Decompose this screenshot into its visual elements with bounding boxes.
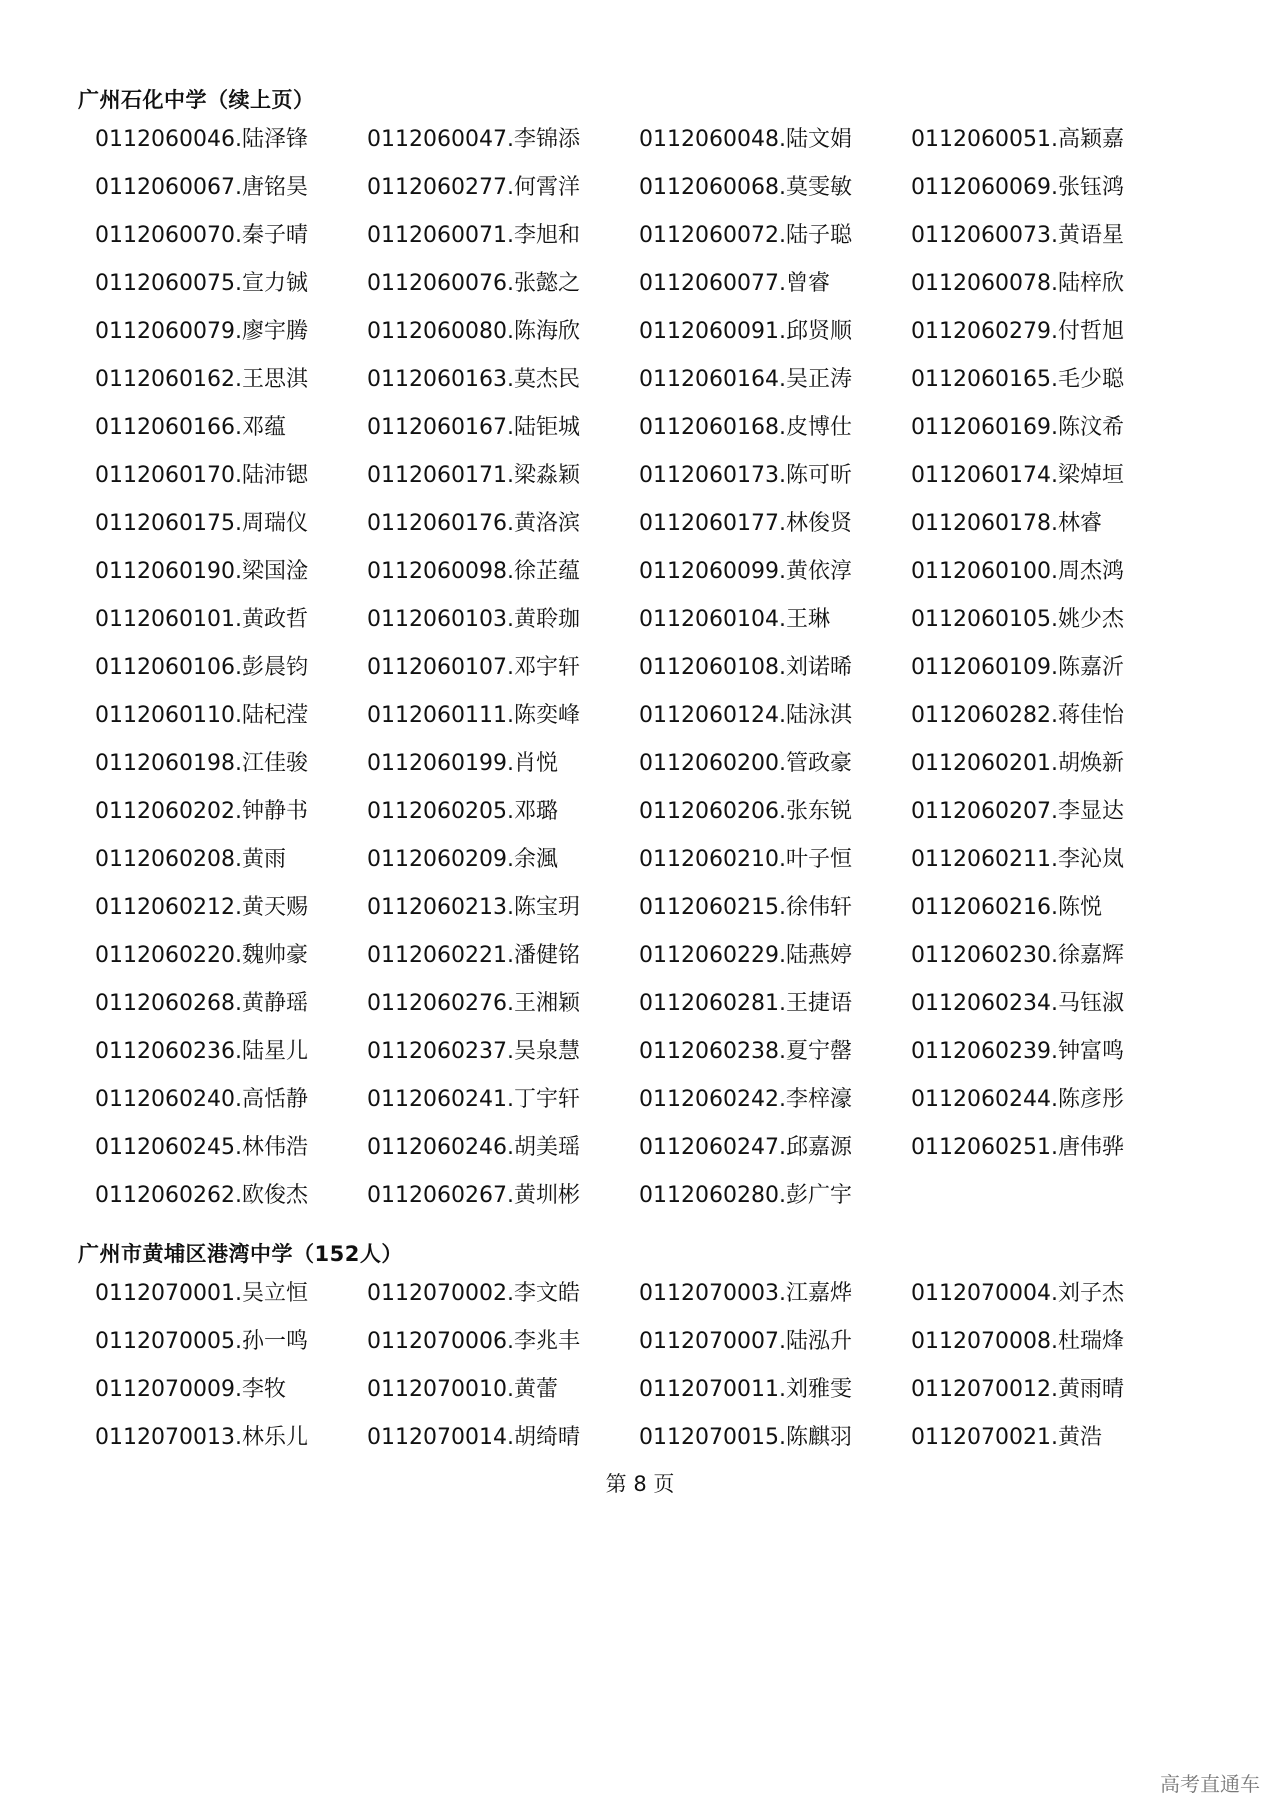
student-entry: 0112060162.王思淇 bbox=[95, 367, 308, 392]
student-entry: 0112060107.邓宇轩 bbox=[367, 655, 580, 680]
student-entry: 0112060178.林睿 bbox=[911, 511, 1102, 536]
student-entry: 0112060236.陆星儿 bbox=[95, 1039, 308, 1064]
student-entry: 0112060280.彭广宇 bbox=[639, 1183, 852, 1208]
student-entry: 0112060205.邓璐 bbox=[367, 799, 558, 824]
student-entry: 0112070006.李兆丰 bbox=[367, 1329, 580, 1354]
student-entry: 0112060176.黄洛滨 bbox=[367, 511, 580, 536]
student-entry: 0112060077.曾睿 bbox=[639, 271, 830, 296]
student-entry: 0112060072.陆子聪 bbox=[639, 223, 852, 248]
student-entry: 0112060276.王湘颖 bbox=[367, 991, 580, 1016]
student-entry: 0112060163.莫杰民 bbox=[367, 367, 580, 392]
student-entry: 0112060105.姚少杰 bbox=[911, 607, 1124, 632]
student-entry: 0112060170.陆沛锶 bbox=[95, 463, 308, 488]
student-entry: 0112060246.胡美瑶 bbox=[367, 1135, 580, 1160]
student-entry: 0112060111.陈奕峰 bbox=[367, 703, 580, 728]
student-entry: 0112060201.胡焕新 bbox=[911, 751, 1124, 776]
student-entry: 0112060229.陆燕婷 bbox=[639, 943, 852, 968]
section-title-shihua: 广州石化中学（续上页） bbox=[78, 88, 315, 112]
student-entry: 0112060100.周杰鸿 bbox=[911, 559, 1124, 584]
watermark-text: 高考直通车 bbox=[1160, 1772, 1260, 1796]
student-entry: 0112060208.黄雨 bbox=[95, 847, 286, 872]
student-entry: 0112070011.刘雅雯 bbox=[639, 1377, 852, 1402]
student-entry: 0112060079.廖宇腾 bbox=[95, 319, 308, 344]
student-entry: 0112060282.蒋佳怡 bbox=[911, 703, 1124, 728]
student-entry: 0112060165.毛少聪 bbox=[911, 367, 1124, 392]
student-entry: 0112060262.欧俊杰 bbox=[95, 1183, 308, 1208]
student-entry: 0112060211.李沁岚 bbox=[911, 847, 1124, 872]
student-entry: 0112060237.吴泉慧 bbox=[367, 1039, 580, 1064]
student-entry: 0112060215.徐伟轩 bbox=[639, 895, 852, 920]
student-entry: 0112070003.江嘉烨 bbox=[639, 1281, 852, 1306]
student-entry: 0112060075.宣力铖 bbox=[95, 271, 308, 296]
student-entry: 0112070015.陈麒羽 bbox=[639, 1425, 852, 1450]
student-entry: 0112070008.杜瑞烽 bbox=[911, 1329, 1124, 1354]
student-entry: 0112060234.马钰淑 bbox=[911, 991, 1124, 1016]
student-entry: 0112060048.陆文娟 bbox=[639, 127, 852, 152]
student-entry: 0112060206.张东锐 bbox=[639, 799, 852, 824]
student-entry: 0112060078.陆梓欣 bbox=[911, 271, 1124, 296]
student-entry: 0112060109.陈嘉沂 bbox=[911, 655, 1124, 680]
student-entry: 0112060202.钟静书 bbox=[95, 799, 308, 824]
student-entry: 0112060177.林俊贤 bbox=[639, 511, 852, 536]
student-entry: 0112060174.梁焯垣 bbox=[911, 463, 1124, 488]
student-entry: 0112070009.李牧 bbox=[95, 1377, 286, 1402]
student-entry: 0112060067.唐铭昊 bbox=[95, 175, 308, 200]
student-entry: 0112070005.孙一鸣 bbox=[95, 1329, 308, 1354]
student-entry: 0112060106.彭晨钧 bbox=[95, 655, 308, 680]
student-entry: 0112060108.刘诺晞 bbox=[639, 655, 852, 680]
student-entry: 0112060098.徐芷蕴 bbox=[367, 559, 580, 584]
student-entry: 0112060213.陈宝玥 bbox=[367, 895, 580, 920]
section-title-gangwan: 广州市黄埔区港湾中学（152人） bbox=[78, 1242, 403, 1266]
student-entry: 0112060068.莫雯敏 bbox=[639, 175, 852, 200]
student-entry: 0112060110.陆杞滢 bbox=[95, 703, 308, 728]
student-entry: 0112060069.张钰鸿 bbox=[911, 175, 1124, 200]
student-entry: 0112060267.黄圳彬 bbox=[367, 1183, 580, 1208]
student-entry: 0112070010.黄蕾 bbox=[367, 1377, 558, 1402]
student-list-gangwan bbox=[95, 1270, 1205, 1462]
student-entry: 0112060251.唐伟骅 bbox=[911, 1135, 1124, 1160]
student-entry: 0112060047.李锦添 bbox=[367, 127, 580, 152]
student-entry: 0112060073.黄语星 bbox=[911, 223, 1124, 248]
student-entry: 0112060240.高恬静 bbox=[95, 1087, 308, 1112]
student-entry: 0112060200.管政豪 bbox=[639, 751, 852, 776]
student-entry: 0112060091.邱贤顺 bbox=[639, 319, 852, 344]
student-entry: 0112070007.陆泓升 bbox=[639, 1329, 852, 1354]
student-entry: 0112070021.黄浩 bbox=[911, 1425, 1102, 1450]
student-entry: 0112070002.李文皓 bbox=[367, 1281, 580, 1306]
student-entry: 0112060198.江佳骏 bbox=[95, 751, 308, 776]
student-entry: 0112070014.胡绮晴 bbox=[367, 1425, 580, 1450]
student-entry: 0112060080.陈海欣 bbox=[367, 319, 580, 344]
student-entry: 0112060166.邓蕴 bbox=[95, 415, 286, 440]
student-entry: 0112060279.付哲旭 bbox=[911, 319, 1124, 344]
student-entry: 0112060104.王琳 bbox=[639, 607, 830, 632]
student-entry: 0112060076.张懿之 bbox=[367, 271, 580, 296]
student-entry: 0112060168.皮博仕 bbox=[639, 415, 852, 440]
student-entry: 0112060277.何霄洋 bbox=[367, 175, 580, 200]
student-entry: 0112060207.李显达 bbox=[911, 799, 1124, 824]
student-entry: 0112060209.余渢 bbox=[367, 847, 558, 872]
student-entry: 0112060101.黄政哲 bbox=[95, 607, 308, 632]
student-entry: 0112060171.梁淼颖 bbox=[367, 463, 580, 488]
student-entry: 0112060099.黄依淳 bbox=[639, 559, 852, 584]
student-entry: 0112060212.黄天赐 bbox=[95, 895, 308, 920]
student-entry: 0112060238.夏宁罄 bbox=[639, 1039, 852, 1064]
student-entry: 0112060221.潘健铭 bbox=[367, 943, 580, 968]
student-entry: 0112070012.黄雨晴 bbox=[911, 1377, 1124, 1402]
student-entry: 0112060242.李梓濠 bbox=[639, 1087, 852, 1112]
student-entry: 0112070013.林乐儿 bbox=[95, 1425, 308, 1450]
student-entry: 0112060164.吴正涛 bbox=[639, 367, 852, 392]
student-entry: 0112060124.陆泳淇 bbox=[639, 703, 852, 728]
student-entry: 0112060268.黄静瑶 bbox=[95, 991, 308, 1016]
student-entry: 0112060244.陈彦彤 bbox=[911, 1087, 1124, 1112]
page-number: 第 8 页 bbox=[605, 1472, 675, 1496]
student-entry: 0112060169.陈汶希 bbox=[911, 415, 1124, 440]
student-entry: 0112060190.梁国淦 bbox=[95, 559, 308, 584]
student-entry: 0112060051.高颖嘉 bbox=[911, 127, 1124, 152]
student-entry: 0112070001.吴立恒 bbox=[95, 1281, 308, 1306]
student-entry: 0112060046.陆泽锋 bbox=[95, 127, 308, 152]
student-entry: 0112060199.肖悦 bbox=[367, 751, 558, 776]
student-entry: 0112070004.刘子杰 bbox=[911, 1281, 1124, 1306]
student-entry: 0112060070.秦子晴 bbox=[95, 223, 308, 248]
student-entry: 0112060220.魏帅豪 bbox=[95, 943, 308, 968]
student-entry: 0112060175.周瑞仪 bbox=[95, 511, 308, 536]
student-entry: 0112060230.徐嘉辉 bbox=[911, 943, 1124, 968]
student-entry: 0112060281.王捷语 bbox=[639, 991, 852, 1016]
student-entry: 0112060103.黄聆珈 bbox=[367, 607, 580, 632]
student-entry: 0112060071.李旭和 bbox=[367, 223, 580, 248]
student-entry: 0112060210.叶子恒 bbox=[639, 847, 852, 872]
student-entry: 0112060239.钟富鸣 bbox=[911, 1039, 1124, 1064]
student-entry: 0112060167.陆钜城 bbox=[367, 415, 580, 440]
student-entry: 0112060241.丁宇轩 bbox=[367, 1087, 580, 1112]
student-list-shihua bbox=[95, 116, 1205, 1220]
student-entry: 0112060247.邱嘉源 bbox=[639, 1135, 852, 1160]
student-entry: 0112060173.陈可昕 bbox=[639, 463, 852, 488]
student-entry: 0112060245.林伟浩 bbox=[95, 1135, 308, 1160]
student-entry: 0112060216.陈悦 bbox=[911, 895, 1102, 920]
